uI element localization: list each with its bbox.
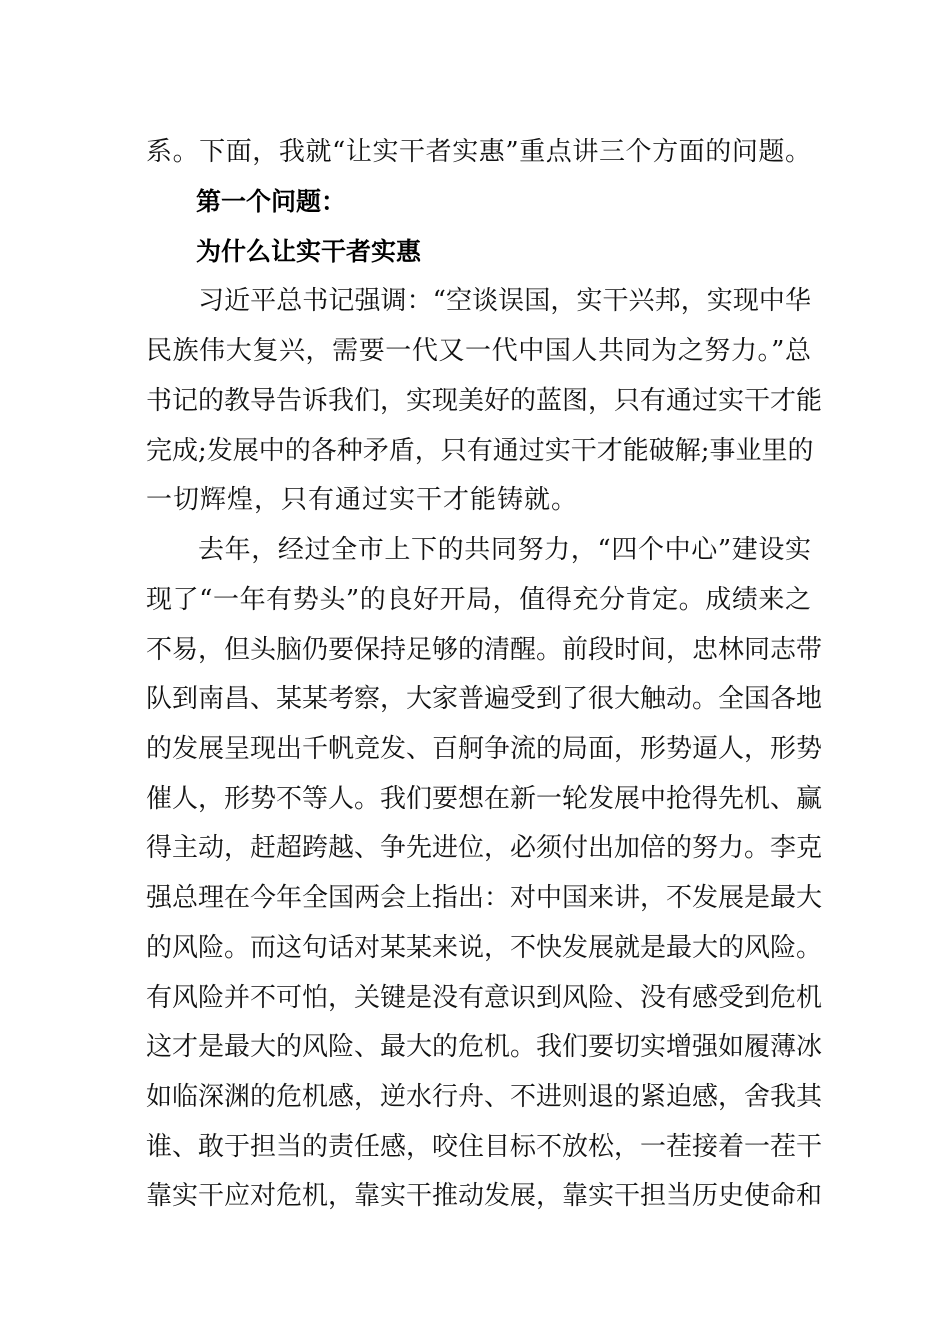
paragraph1-line: 习近平总书记强调：“空谈误国，实干兴邦，实现中华 [198,286,811,316]
paragraph2-line: 不易，但头脑仍要保持足够的清醒。前段时间，忠林同志带 [146,635,823,665]
paragraph1-line: 民族伟大复兴，需要一代又一代中国人共同为之努力。”总 [146,336,811,366]
paragraph2-line: 有风险并不可怕，关键是没有意识到风险、没有感受到危机 [146,983,823,1013]
paragraph1-line: 完成;发展中的各种矛盾，只有通过实干才能破解;事业里的 [146,436,814,466]
paragraph2-line: 得主动，赶超跨越、争先进位，必须付出加倍的努力。李克 [146,833,823,863]
section-heading-title: 为什么让实干者实惠 [196,237,422,266]
paragraph2-line: 如临深渊的危机感，逆水行舟、不进则退的紧迫感，舍我其 [146,1082,823,1112]
paragraph2-line: 催人，形势不等人。我们要想在新一轮发展中抢得先机、赢 [146,784,823,814]
paragraph2-line: 强总理在今年全国两会上指出：对中国来讲，不发展是最大 [146,883,823,913]
paragraph2-line: 现了“一年有势头”的良好开局，值得充分肯定。成绩来之 [146,585,811,615]
paragraph2-line: 谁、敢于担当的责任感，咬住目标不放松，一茬接着一茬干 [146,1132,823,1162]
paragraph1-line: 一切辉煌，只有通过实干才能铸就。 [146,485,579,515]
paragraph1-line: 书记的教导告诉我们，实现美好的蓝图，只有通过实干才能 [146,386,823,416]
paragraph2-line: 的发展呈现出千帆竞发、百舸争流的局面，形势逼人，形势 [146,734,823,764]
paragraph2-line: 靠实干应对危机，靠实干推动发展，靠实干担当历史使命和 [146,1181,823,1211]
section-heading-number: 第一个问题： [196,187,347,216]
continuation-line: 系。下面，我就“让实干者实惠”重点讲三个方面的问题。 [146,137,811,167]
paragraph2-line: 这才是最大的风险、最大的危机。我们要切实增强如履薄冰 [146,1032,823,1062]
paragraph2-line: 队到南昌、某某考察，大家普遍受到了很大触动。全国各地 [146,684,823,714]
paragraph2-line: 的风险。而这句话对某某来说，不快发展就是最大的风险。 [146,933,823,963]
paragraph2-line: 去年，经过全市上下的共同努力，“四个中心”建设实 [198,535,811,565]
